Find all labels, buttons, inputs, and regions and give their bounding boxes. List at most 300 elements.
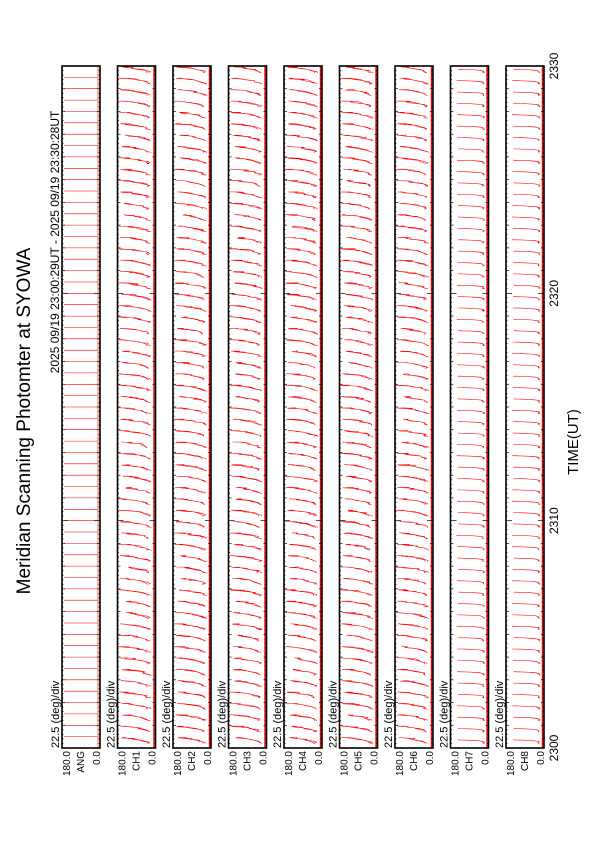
panel-ch6 bbox=[383, 66, 436, 776]
channel-label: CH6 bbox=[409, 751, 420, 772]
trace-line bbox=[397, 453, 427, 459]
trace-line bbox=[120, 272, 150, 278]
trace-line bbox=[513, 251, 540, 255]
channel-label: CH1 bbox=[131, 751, 143, 772]
trace-line bbox=[512, 615, 540, 619]
trace-line bbox=[290, 317, 317, 323]
trace-line bbox=[458, 217, 484, 221]
trace-line bbox=[344, 692, 372, 698]
trace-line bbox=[291, 726, 316, 732]
channel-label: ANG bbox=[76, 751, 87, 773]
trace-line bbox=[457, 388, 484, 392]
trace-line bbox=[341, 738, 373, 744]
panel-traces bbox=[396, 66, 432, 748]
trace-line bbox=[513, 388, 540, 392]
trace-line bbox=[230, 306, 262, 312]
trace-line bbox=[120, 624, 151, 630]
trace-line bbox=[121, 192, 150, 198]
trace-line bbox=[233, 669, 261, 675]
trace-line bbox=[344, 340, 373, 346]
trace-line bbox=[343, 578, 373, 584]
trace-line bbox=[399, 533, 428, 539]
panel-traces bbox=[64, 66, 98, 748]
trace-line bbox=[230, 692, 261, 698]
trace-line bbox=[235, 146, 261, 152]
y-tick-label: 0.0 bbox=[258, 751, 270, 765]
trace-line bbox=[458, 376, 484, 380]
trace-line bbox=[458, 149, 484, 153]
trace-line bbox=[342, 647, 374, 653]
trace-line bbox=[512, 535, 539, 539]
trace-line bbox=[176, 67, 206, 73]
trace-line bbox=[512, 649, 539, 653]
trace-line bbox=[119, 101, 150, 107]
trace-line bbox=[396, 613, 429, 619]
trace-line bbox=[179, 112, 206, 118]
trace-line bbox=[346, 294, 373, 300]
y-tick-label: 0.0 bbox=[425, 751, 436, 765]
trace-line bbox=[125, 135, 150, 141]
trace-line bbox=[288, 465, 316, 471]
trace-line bbox=[399, 294, 427, 300]
trace-line bbox=[175, 260, 207, 266]
trace-line bbox=[290, 715, 317, 721]
trace-line bbox=[398, 658, 428, 664]
trace-line bbox=[458, 399, 485, 403]
trace-line bbox=[178, 192, 206, 198]
trace-line bbox=[180, 556, 207, 562]
trace-line bbox=[119, 431, 151, 437]
trace-line bbox=[287, 294, 317, 300]
trace-line bbox=[341, 203, 370, 209]
trace-line bbox=[287, 146, 317, 152]
trace-line bbox=[458, 433, 484, 437]
trace-line bbox=[397, 317, 428, 323]
trace-line bbox=[457, 92, 484, 96]
trace-line bbox=[176, 237, 207, 243]
trace-line bbox=[180, 158, 206, 164]
trace-line bbox=[122, 146, 151, 152]
trace-line bbox=[230, 726, 260, 732]
trace-line bbox=[176, 510, 206, 516]
trace-line bbox=[286, 374, 315, 380]
trace-line bbox=[178, 681, 206, 687]
trace-line bbox=[513, 263, 539, 267]
trace-line bbox=[514, 69, 540, 73]
channel-label: CH3 bbox=[242, 751, 254, 772]
trace-line bbox=[514, 638, 540, 642]
trace-line bbox=[119, 374, 152, 380]
trace-line bbox=[232, 465, 260, 471]
trace-line bbox=[178, 601, 205, 607]
trace-line bbox=[399, 738, 428, 744]
trace-line bbox=[293, 669, 316, 675]
trace-line bbox=[344, 283, 372, 289]
trace-line bbox=[341, 590, 373, 596]
trace-line bbox=[398, 590, 427, 596]
trace-line bbox=[514, 717, 540, 721]
trace-line bbox=[458, 672, 485, 676]
trace-line bbox=[513, 308, 540, 312]
trace-line bbox=[457, 649, 484, 653]
trace-line bbox=[234, 681, 262, 687]
trace-line bbox=[345, 67, 373, 73]
trace-line bbox=[126, 613, 150, 619]
channel-label: CH8 bbox=[520, 751, 531, 772]
trace-line bbox=[513, 274, 539, 278]
trace-line bbox=[288, 635, 316, 641]
trace-line bbox=[458, 206, 484, 210]
trace-line bbox=[341, 624, 373, 630]
trace-line bbox=[295, 658, 318, 664]
trace-line bbox=[342, 215, 372, 221]
trace-line bbox=[346, 476, 372, 482]
trace-line bbox=[513, 194, 539, 198]
trace-line bbox=[342, 669, 371, 675]
trace-line bbox=[119, 385, 152, 391]
trace-line bbox=[398, 476, 428, 482]
trace-line bbox=[458, 729, 484, 733]
trace-line bbox=[230, 385, 262, 391]
trace-line bbox=[458, 604, 484, 608]
trace-line bbox=[341, 249, 373, 255]
trace-line bbox=[285, 169, 317, 175]
trace-line bbox=[458, 240, 484, 244]
trace-line bbox=[233, 272, 261, 278]
trace-line bbox=[230, 328, 261, 334]
trace-line bbox=[119, 635, 151, 641]
trace-line bbox=[286, 647, 317, 653]
trace-line bbox=[120, 226, 152, 232]
trace-line bbox=[397, 249, 428, 255]
trace-line bbox=[457, 103, 484, 107]
trace-line bbox=[232, 567, 262, 573]
trace-line bbox=[397, 237, 428, 243]
panel-scale-label: 22.5 (deg)/div bbox=[438, 680, 451, 748]
trace-line bbox=[174, 408, 207, 414]
trace-line bbox=[342, 158, 373, 164]
trace-line bbox=[458, 274, 484, 278]
trace-line bbox=[512, 81, 540, 85]
trace-line bbox=[285, 590, 317, 596]
trace-line bbox=[513, 103, 540, 107]
trace-line bbox=[119, 340, 151, 346]
trace-line bbox=[457, 353, 485, 357]
trace-line bbox=[397, 112, 428, 118]
trace-line bbox=[288, 453, 317, 459]
trace-line bbox=[341, 397, 372, 403]
trace-line bbox=[458, 115, 485, 119]
trace-line bbox=[342, 124, 373, 130]
trace-line bbox=[513, 138, 539, 142]
panel-scale-label: 22.5 (deg)/div bbox=[494, 680, 506, 748]
trace-line bbox=[403, 374, 428, 380]
trace-line bbox=[398, 578, 426, 584]
trace-line bbox=[458, 69, 485, 73]
trace-line bbox=[514, 479, 540, 483]
trace-line bbox=[344, 306, 372, 312]
trace-line bbox=[178, 226, 207, 232]
trace-line bbox=[513, 92, 540, 96]
trace-line bbox=[288, 67, 318, 73]
trace-line bbox=[513, 126, 540, 130]
trace-line bbox=[457, 410, 485, 414]
trace-line bbox=[397, 215, 426, 221]
trace-line bbox=[457, 319, 484, 323]
trace-line bbox=[398, 192, 427, 198]
trace-line bbox=[230, 703, 261, 709]
trace-line bbox=[512, 604, 540, 608]
trace-line bbox=[121, 681, 150, 687]
trace-line bbox=[457, 456, 485, 460]
trace-line bbox=[396, 567, 428, 573]
trace-line bbox=[513, 160, 540, 164]
trace-line bbox=[120, 522, 152, 528]
trace-line bbox=[175, 715, 206, 721]
trace-line bbox=[400, 681, 429, 687]
trace-line bbox=[176, 635, 206, 641]
trace-line bbox=[397, 306, 428, 312]
trace-line bbox=[397, 124, 427, 130]
trace-line bbox=[399, 90, 427, 96]
trace-line bbox=[342, 328, 372, 334]
trace-line bbox=[124, 203, 149, 209]
y-tick-label: 0.0 bbox=[203, 751, 214, 765]
trace-line bbox=[343, 272, 371, 278]
trace-line bbox=[230, 181, 261, 187]
panel-scale-label: 22.5 (deg)/div bbox=[105, 680, 118, 748]
trace-line bbox=[231, 203, 262, 209]
trace-line bbox=[514, 149, 540, 153]
trace-line bbox=[457, 558, 483, 562]
trace-line bbox=[342, 487, 371, 493]
trace-line bbox=[285, 522, 318, 528]
trace-line bbox=[457, 547, 484, 551]
trace-line bbox=[396, 158, 428, 164]
trace-line bbox=[285, 272, 318, 278]
trace-line bbox=[396, 181, 428, 187]
trace-line bbox=[292, 533, 315, 539]
trace-line bbox=[126, 601, 151, 607]
trace-line bbox=[124, 215, 151, 221]
trace-line bbox=[290, 578, 317, 584]
trace-line bbox=[401, 328, 427, 334]
trace-line bbox=[288, 397, 317, 403]
trace-line bbox=[119, 181, 150, 187]
trace-line bbox=[512, 206, 539, 210]
trace-line bbox=[119, 78, 151, 84]
trace-line bbox=[174, 533, 206, 539]
trace-line bbox=[236, 397, 261, 403]
trace-line bbox=[177, 726, 204, 732]
trace-line bbox=[231, 260, 263, 266]
trace-line bbox=[396, 101, 427, 107]
x-tick-label: 2330 bbox=[547, 52, 561, 80]
trace-line bbox=[230, 556, 262, 562]
trace-line bbox=[179, 397, 206, 403]
trace-line bbox=[285, 703, 316, 709]
trace-line bbox=[397, 715, 428, 721]
trace-line bbox=[175, 294, 205, 300]
trace-line bbox=[174, 499, 205, 505]
trace-line bbox=[230, 249, 261, 255]
trace-line bbox=[285, 181, 317, 187]
trace-line bbox=[174, 101, 204, 107]
trace-line bbox=[120, 112, 150, 118]
trace-line bbox=[341, 226, 373, 232]
trace-line bbox=[176, 522, 205, 528]
trace-line bbox=[233, 522, 260, 528]
panel-traces bbox=[457, 66, 488, 748]
trace-line bbox=[512, 172, 539, 176]
trace-line bbox=[128, 567, 149, 573]
panel-ch7 bbox=[439, 66, 492, 776]
trace-line bbox=[120, 124, 150, 130]
trace-line bbox=[174, 340, 206, 346]
channel-label: CH4 bbox=[298, 751, 309, 772]
channel-label: CH7 bbox=[464, 751, 476, 772]
panel-frame bbox=[284, 66, 322, 748]
trace-line bbox=[457, 194, 484, 198]
trace-line bbox=[458, 490, 484, 494]
trace-line bbox=[400, 203, 427, 209]
trace-line bbox=[513, 490, 540, 494]
panel-scale-label: 22.5 (deg)/div bbox=[327, 680, 340, 748]
trace-line bbox=[121, 738, 150, 744]
y-tick-label: 0.0 bbox=[92, 751, 103, 765]
trace-line bbox=[288, 431, 318, 437]
trace-line bbox=[119, 158, 150, 164]
trace-line bbox=[513, 660, 540, 664]
trace-line bbox=[122, 67, 150, 73]
trace-line bbox=[231, 510, 262, 516]
trace-line bbox=[512, 581, 540, 585]
trace-line bbox=[233, 135, 262, 141]
trace-line bbox=[122, 442, 148, 448]
trace-line bbox=[232, 578, 262, 584]
trace-line bbox=[123, 476, 152, 482]
trace-line bbox=[289, 101, 318, 107]
trace-line bbox=[288, 556, 316, 562]
panel-ch8 bbox=[494, 66, 547, 776]
trace-line bbox=[457, 615, 485, 619]
panel-ch2 bbox=[161, 66, 214, 776]
trace-line bbox=[120, 237, 151, 243]
trace-line bbox=[513, 740, 539, 744]
trace-line bbox=[399, 522, 428, 528]
trace-line bbox=[174, 169, 207, 175]
trace-line bbox=[120, 169, 150, 175]
trace-line bbox=[285, 476, 318, 482]
trace-line bbox=[513, 376, 540, 380]
trace-line bbox=[120, 260, 151, 266]
trace-line bbox=[181, 317, 205, 323]
trace-line bbox=[345, 499, 372, 505]
trace-line bbox=[119, 453, 152, 459]
trace-line bbox=[513, 444, 540, 448]
trace-line bbox=[458, 740, 485, 744]
trace-line bbox=[234, 658, 262, 664]
trace-line bbox=[397, 408, 429, 414]
panel-ch1 bbox=[106, 66, 159, 776]
trace-line bbox=[397, 692, 428, 698]
trace-line bbox=[342, 681, 373, 687]
trace-line bbox=[404, 397, 428, 403]
trace-line bbox=[513, 513, 540, 517]
trace-line bbox=[513, 433, 540, 437]
trace-line bbox=[122, 351, 150, 357]
trace-line bbox=[287, 510, 316, 516]
trace-line bbox=[175, 124, 206, 130]
trace-line bbox=[231, 431, 261, 437]
trace-line bbox=[396, 510, 429, 516]
y-tick-label: 180.0 bbox=[284, 751, 295, 777]
trace-line bbox=[288, 328, 318, 334]
trace-line bbox=[119, 510, 151, 516]
trace-line bbox=[287, 249, 315, 255]
trace-line bbox=[178, 692, 205, 698]
panel-scale-label: 22.5 (deg)/div bbox=[216, 680, 229, 748]
trace-line bbox=[396, 556, 428, 562]
trace-line bbox=[285, 237, 316, 243]
trace-line bbox=[513, 467, 540, 471]
panel-frame bbox=[173, 66, 211, 748]
trace-line bbox=[400, 146, 429, 152]
trace-line bbox=[458, 467, 484, 471]
trace-line bbox=[234, 283, 262, 289]
x-tick-labels bbox=[547, 52, 561, 761]
trace-line bbox=[231, 101, 262, 107]
trace-line bbox=[458, 513, 485, 517]
trace-line bbox=[398, 465, 429, 471]
trace-line bbox=[397, 669, 426, 675]
trace-line bbox=[233, 624, 263, 630]
trace-line bbox=[231, 317, 261, 323]
trace-line bbox=[348, 510, 373, 516]
trace-line bbox=[346, 317, 373, 323]
trace-line bbox=[121, 397, 151, 403]
trace-line bbox=[175, 613, 206, 619]
trace-line bbox=[230, 169, 262, 175]
trace-line bbox=[512, 547, 539, 551]
trace-line bbox=[177, 328, 202, 334]
trace-line bbox=[177, 146, 207, 152]
trace-line bbox=[231, 124, 262, 130]
chart-subtitle: 2025 09/19 23:00:29UT - 2025 09/19 23:30:28UT bbox=[48, 110, 62, 374]
trace-line bbox=[513, 365, 539, 369]
trace-line bbox=[236, 487, 262, 493]
panel-traces bbox=[285, 66, 321, 748]
panel-frame bbox=[118, 66, 156, 748]
trace-line bbox=[513, 592, 539, 596]
trace-line bbox=[457, 581, 484, 585]
trace-line bbox=[342, 613, 373, 619]
trace-line bbox=[122, 465, 152, 471]
rotated-plot-area bbox=[14, 52, 582, 776]
trace-line bbox=[291, 306, 317, 312]
trace-line bbox=[457, 138, 484, 142]
trace-line bbox=[289, 567, 317, 573]
trace-line bbox=[178, 738, 206, 744]
y-tick-label: 180.0 bbox=[339, 751, 351, 777]
trace-line bbox=[396, 385, 428, 391]
trace-line bbox=[341, 658, 372, 664]
trace-line bbox=[287, 692, 315, 698]
trace-line bbox=[121, 533, 148, 539]
trace-line bbox=[514, 319, 540, 323]
trace-line bbox=[397, 601, 429, 607]
trace-line bbox=[237, 237, 261, 243]
